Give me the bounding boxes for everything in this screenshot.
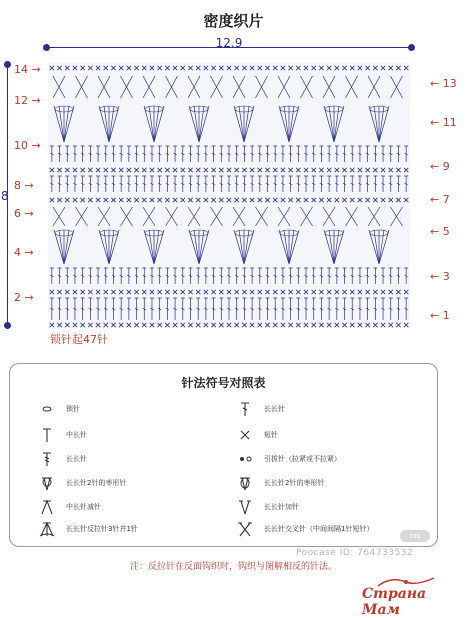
stitch-chart <box>48 62 410 328</box>
front-post-cluster-icon <box>34 520 60 538</box>
legend-item-label: 长长针加针 <box>264 503 299 511</box>
legend-item <box>34 450 87 468</box>
treble-increase-icon <box>232 498 258 516</box>
slip-stitch-icon <box>232 450 258 468</box>
footnote: 注：反拉针在反面钩织时，钩织与图解相反的针法。 <box>129 562 337 572</box>
height-measure-start <box>4 61 11 68</box>
treble-2-cluster-icon <box>232 474 258 492</box>
row-label-right: ← 13 <box>430 77 457 90</box>
cross-stitch-icon <box>232 520 258 538</box>
hdc-decrease-icon <box>34 498 60 516</box>
legend-item-label: 引拔针（拉紧或不拉紧） <box>264 455 341 463</box>
legend-item <box>232 520 373 538</box>
single-crochet-icon <box>232 426 258 444</box>
row-label-left: 14 → <box>14 63 41 76</box>
legend-item <box>34 520 138 538</box>
height-measure-label: 8 <box>1 189 9 203</box>
double-crochet-icon <box>232 400 258 418</box>
legend-item-label: 长长针 <box>264 405 285 413</box>
legend-item <box>34 426 87 444</box>
treble-2-together-icon <box>34 474 60 492</box>
legend-item-label: 长长针反拉针3针并1针 <box>66 525 138 533</box>
legend-item <box>232 426 278 444</box>
legend-item <box>232 474 324 492</box>
legend-item <box>34 474 126 492</box>
row-label-left: 2 → <box>14 291 34 304</box>
chain-note: 锁针起47针 <box>50 333 108 346</box>
legend-item-label: 短针 <box>264 431 278 439</box>
row-label-left: 12 → <box>14 94 41 107</box>
chain-stitch-icon <box>34 400 60 418</box>
legend-item <box>34 498 101 516</box>
legend-item-label: 长长针2针的枣形针 <box>264 479 325 487</box>
row-label-left: 8 → <box>14 179 34 192</box>
row-label-right: ← 5 <box>430 225 450 238</box>
site-logo: Страна Мам <box>362 586 427 618</box>
row-label-left: 10 → <box>14 139 41 152</box>
legend-item <box>232 400 285 418</box>
stitch-legend <box>9 363 438 547</box>
treble-crochet-icon <box>34 450 60 468</box>
legend-item-label: 长长针交叉针（中间间隔1针短针） <box>264 525 374 533</box>
row-label-right: ← 1 <box>430 309 450 322</box>
width-measure <box>46 38 412 56</box>
legend-item <box>232 450 341 468</box>
row-label-right: ← 11 <box>430 116 457 129</box>
height-measure-end <box>4 322 11 329</box>
row-label-left: 4 → <box>14 246 34 259</box>
row-label-right: ← 3 <box>430 270 450 283</box>
legend-item-label: 长长针 <box>66 455 87 463</box>
row-label-right: ← 7 <box>430 193 450 206</box>
legend-item <box>34 400 80 418</box>
legend-item-label: 中长针 <box>66 431 87 439</box>
row-label-right: ← 9 <box>430 160 450 173</box>
width-measure-label: 12.9 <box>215 36 243 50</box>
legend-item-label: 长长针2针的枣形针 <box>66 479 127 487</box>
row-label-left: 6 → <box>14 207 34 220</box>
watermark-text: Poocase ID: 764733532 <box>296 548 414 558</box>
page-title: 密度织片 <box>203 12 264 30</box>
half-double-crochet-icon <box>34 426 60 444</box>
badge-logo: Ins <box>400 530 430 542</box>
legend-item-label: 锁针 <box>66 405 80 413</box>
legend-title: 针法符号对照表 <box>181 376 266 390</box>
legend-item <box>232 498 299 516</box>
legend-item-label: 中长针减针 <box>66 503 101 511</box>
chart-background <box>48 62 410 328</box>
height-measure <box>3 64 13 326</box>
